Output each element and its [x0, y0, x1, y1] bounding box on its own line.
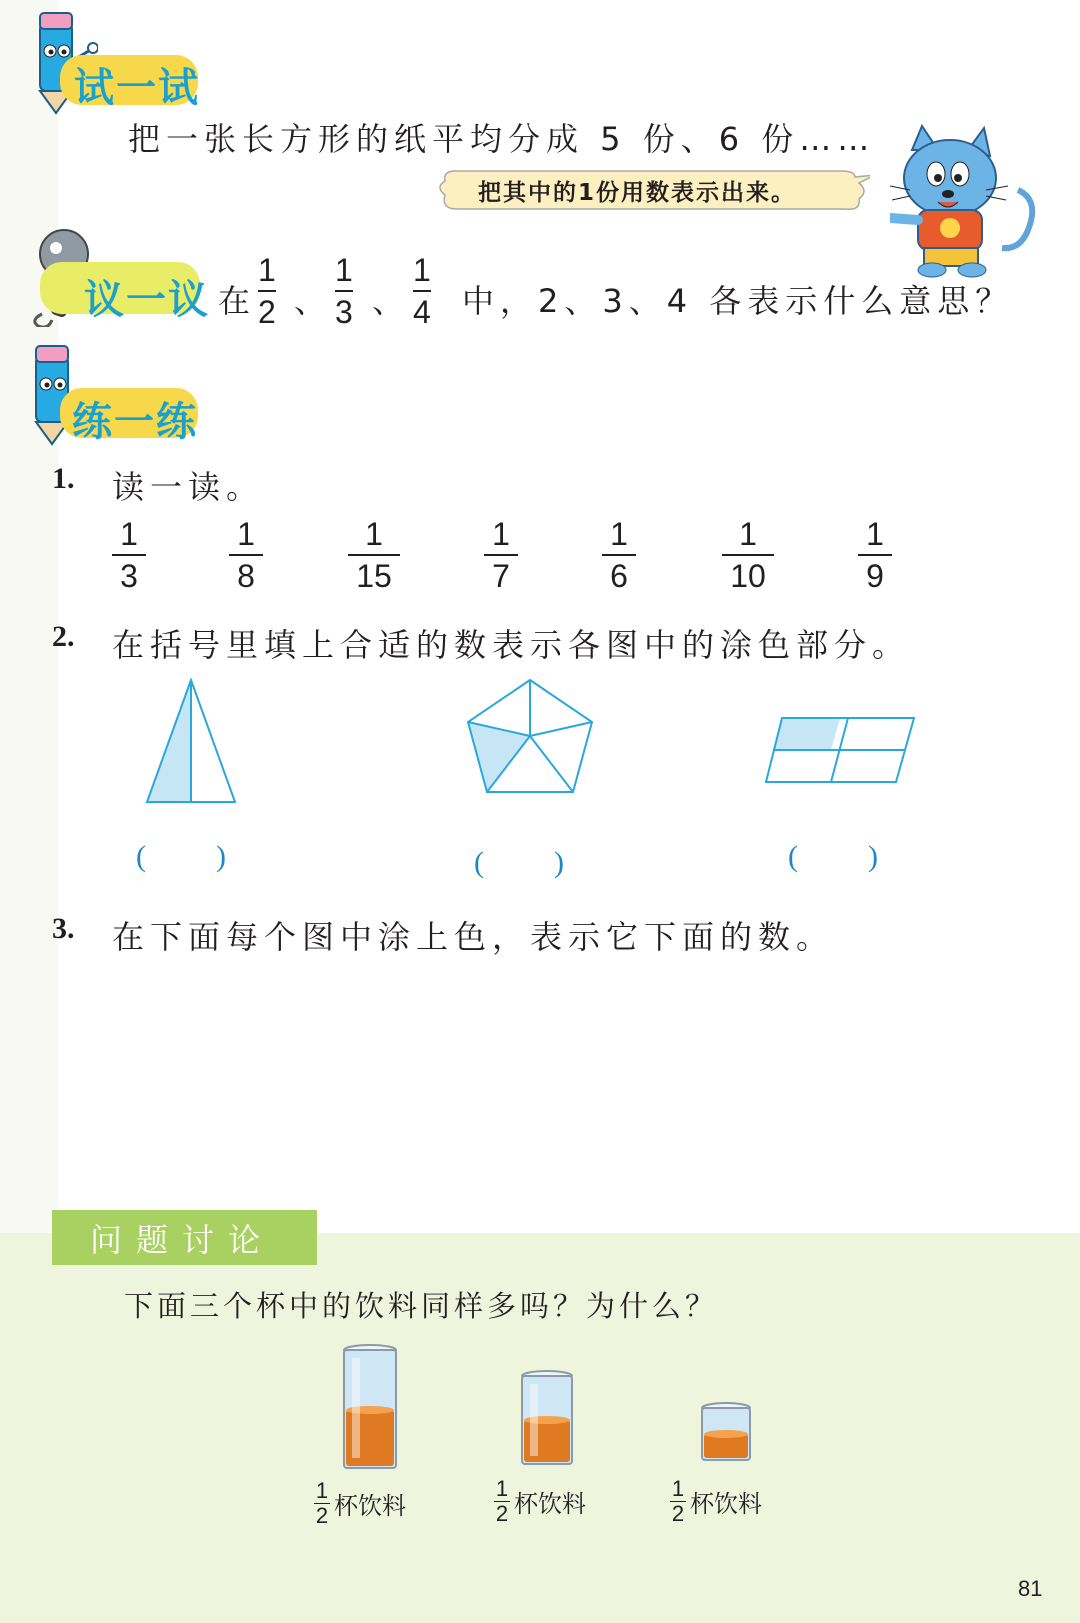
- question-text: 读一读。: [112, 468, 265, 506]
- question-number: 1.: [52, 462, 75, 495]
- cup-label: $\frac{1}{2}$ 杯饮料: [495, 1476, 586, 1526]
- question-number: 2.: [52, 620, 75, 653]
- question-text: 在下面每个图中涂上色，表示它下面的数。: [112, 918, 835, 956]
- discuss-header-label: 议一议: [84, 277, 210, 323]
- answer-parentheses[interactable]: (): [788, 840, 948, 873]
- answer-parentheses[interactable]: (): [474, 846, 634, 879]
- cup-label: $\frac{1}{2}$ 杯饮料: [671, 1476, 762, 1526]
- reading-fraction: 1 6: [602, 516, 636, 594]
- reading-fraction: 1 3: [112, 516, 146, 594]
- reading-fraction: 1 10: [722, 516, 774, 594]
- discuss-prefix: 在: [218, 282, 257, 320]
- practice-header-label: 练一练: [72, 399, 198, 445]
- try-instruction: 把一张长方形的纸平均分成 5 份、6 份……: [128, 120, 876, 158]
- discuss-separator: 、: [294, 282, 333, 320]
- cup-label: $\frac{1}{2}$ 杯饮料: [315, 1478, 406, 1528]
- parallelogram-shape: [764, 716, 916, 784]
- discuss-fraction: 1 4: [413, 252, 431, 330]
- pentagon-shape: [466, 678, 594, 796]
- answer-parentheses[interactable]: (): [136, 840, 296, 873]
- reading-fraction: 1 8: [229, 516, 263, 594]
- question-number: 3.: [52, 912, 75, 945]
- speech-bubble-text: 把其中的1份用数表示出来。: [478, 180, 797, 206]
- cat-mascot-icon: [890, 120, 1040, 280]
- short-cup-icon: [698, 1402, 754, 1464]
- reading-fraction: 1 15: [348, 516, 400, 594]
- discuss-separator: 、: [372, 282, 411, 320]
- reading-fraction: 1 7: [484, 516, 518, 594]
- discuss-fraction: 1 2: [258, 252, 276, 330]
- reading-fraction: 1 9: [858, 516, 892, 594]
- page-number: 81: [1018, 1576, 1043, 1601]
- triangle-shape: [145, 678, 237, 804]
- question-text: 在括号里填上合适的数表示各图中的涂色部分。: [112, 626, 911, 664]
- discussion-question: 下面三个杯中的饮料同样多吗？为什么？: [124, 1289, 719, 1323]
- medium-cup-icon: [518, 1370, 576, 1468]
- try-header-label: 试一试: [74, 65, 200, 111]
- discussion-tab: 问题讨论: [52, 1210, 317, 1265]
- discuss-suffix: 中，2、3、4 各表示什么意思？: [462, 282, 1014, 320]
- discuss-fraction: 1 3: [335, 252, 353, 330]
- tall-cup-icon: [340, 1344, 400, 1474]
